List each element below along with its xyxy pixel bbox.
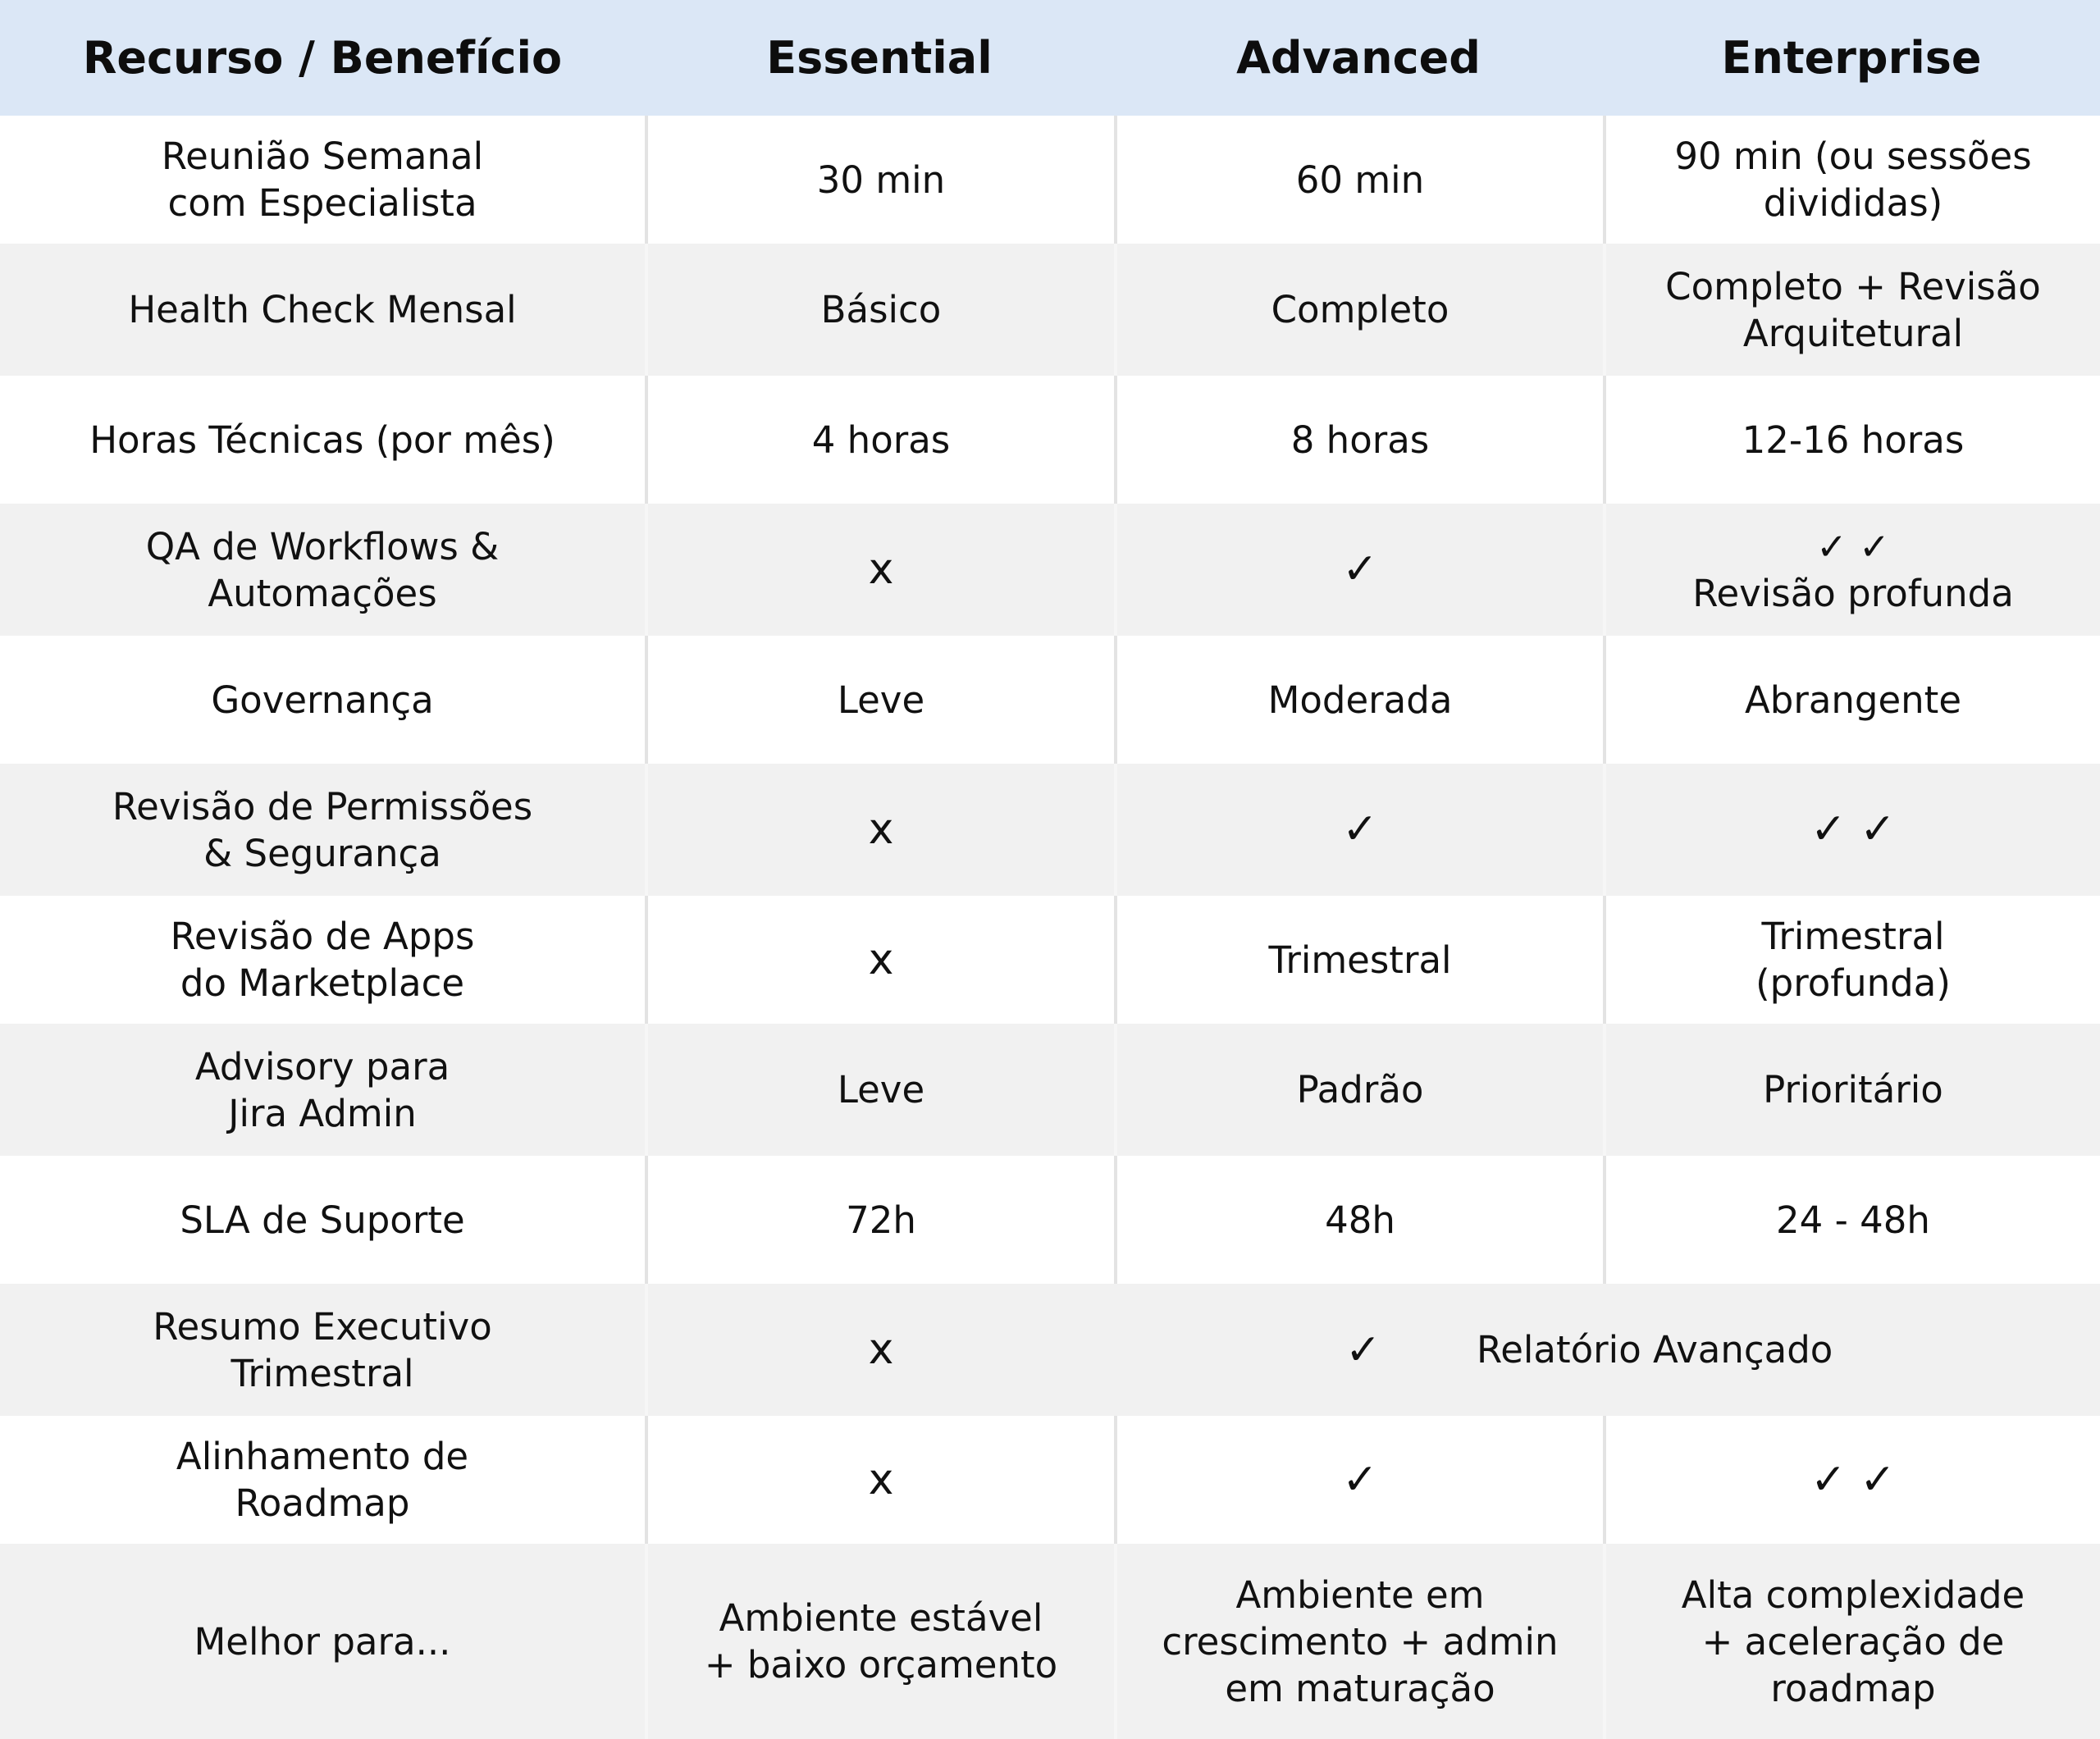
essential-cell: Básico (645, 244, 1114, 376)
table-header (0, 0, 2100, 116)
essential-cell: x (645, 764, 1114, 896)
header-feature: Recurso / Benefício (82, 32, 563, 84)
essential-cell: Leve (645, 1024, 1114, 1156)
advanced-cell: 60 min (1114, 116, 1603, 244)
table-row (0, 764, 2100, 896)
advanced-cell: 48h (1114, 1156, 1603, 1284)
feature-cell: Revisão de Apps do Marketplace (170, 915, 475, 1005)
enterprise-cell: 90 min (ou sessões divididas) (1603, 116, 2100, 244)
table-row (0, 896, 2100, 1024)
enterprise-double-check-icon: ✓ ✓ (1603, 1416, 2100, 1544)
enterprise-cell: Prioritário (1603, 1024, 2100, 1156)
essential-cell: 4 horas (645, 376, 1114, 504)
essential-cell: 72h (645, 1156, 1114, 1284)
advanced-cell: 8 horas (1114, 376, 1603, 504)
advanced-check-icon: ✓ (1114, 504, 1603, 636)
feature-cell: Governança (211, 678, 434, 722)
enterprise-cell: Completo + Revisão Arquitetural (1603, 244, 2100, 376)
essential-cell: Ambiente estável + baixo orçamento (645, 1544, 1114, 1739)
enterprise-cell: 12-16 horas (1603, 376, 2100, 504)
table-row (0, 116, 2100, 244)
advanced-check-icon: ✓ (1345, 1325, 1381, 1375)
table-row (0, 244, 2100, 376)
feature-cell: SLA de Suporte (180, 1198, 465, 1242)
enterprise-double-check-icon: ✓ ✓ (1603, 764, 2100, 896)
feature-cell: Alinhamento de Roadmap (176, 1435, 469, 1525)
advanced-check-icon: ✓ (1114, 1416, 1603, 1544)
enterprise-cell: Relatório Avançado (1477, 1328, 1833, 1372)
advanced-cell: Completo (1114, 244, 1603, 376)
essential-cell: x (645, 504, 1114, 636)
advanced-cell: Trimestral (1114, 896, 1603, 1024)
advanced-check-icon: ✓ (1114, 764, 1603, 896)
enterprise-cell: Alta complexidade + aceleração de roadmap (1603, 1544, 2100, 1739)
essential-cell: x (645, 1416, 1114, 1544)
feature-cell: QA de Workflows & Automações (145, 524, 500, 615)
feature-cell: Revisão de Permissões & Segurança (112, 784, 533, 875)
header-enterprise: Enterprise (1721, 32, 1982, 84)
enterprise-cell: Abrangente (1603, 636, 2100, 764)
advanced-cell: Ambiente em crescimento + admin em maturação (1114, 1544, 1603, 1739)
enterprise-cell: Trimestral (profunda) (1603, 896, 2100, 1024)
essential-cell: Leve (645, 636, 1114, 764)
table-row (0, 1416, 2100, 1544)
essential-cell: x (645, 1284, 1114, 1416)
header-advanced: Advanced (1236, 32, 1481, 84)
table-row (0, 1024, 2100, 1156)
table-row (0, 504, 2100, 636)
header-essential: Essential (766, 32, 993, 84)
table-row (0, 1544, 2100, 1739)
essential-cell: x (645, 896, 1114, 1024)
table-row (0, 376, 2100, 504)
feature-cell: Advisory para Jira Admin (194, 1044, 450, 1135)
advanced-cell: Moderada (1114, 636, 1603, 764)
feature-cell: Melhor para... (194, 1619, 451, 1664)
feature-cell: Resumo Executivo Trimestral (153, 1304, 492, 1395)
table-row (0, 636, 2100, 764)
table-row (0, 1156, 2100, 1284)
table-row (0, 1284, 2100, 1416)
enterprise-cell: ✓ ✓ Revisão profunda (1603, 504, 2100, 636)
enterprise-cell: 24 - 48h (1603, 1156, 2100, 1284)
advanced-cell: Padrão (1114, 1024, 1603, 1156)
advanced-enterprise-merged-cell (1114, 1284, 2100, 1416)
feature-cell: Horas Técnicas (por mês) (89, 418, 555, 462)
feature-cell: Health Check Mensal (128, 288, 517, 331)
essential-cell: 30 min (645, 116, 1114, 244)
feature-cell: Reunião Semanal com Especialista (161, 135, 484, 225)
